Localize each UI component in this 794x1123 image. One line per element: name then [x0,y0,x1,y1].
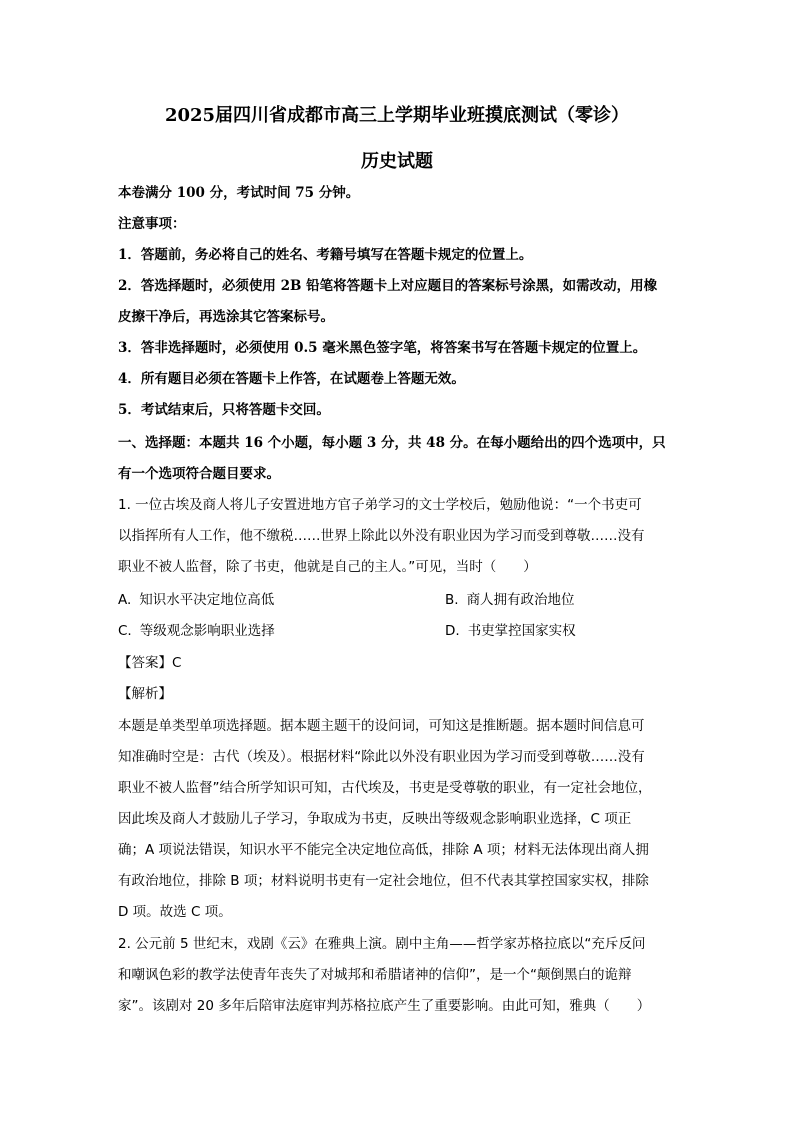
option-letter: B. [445,592,459,608]
option-letter: A. [118,592,132,608]
notice-item: 5．考试结束后，只将答题卡交回。 [118,402,330,418]
option-letter: C. [118,623,132,639]
option-letter: D. [445,623,460,639]
question-1-analysis: 知准确时空是：古代（埃及）。根据材料“除此以外没有职业因为学习而受到尊敬……没有 [118,749,645,765]
question-1-answer: 【答案】C [118,655,182,671]
notice-item: 3．答非选择题时，必须使用 0.5 毫米黑色签字笔，将答案书写在答题卡规定的位置上。 [118,340,647,356]
notice-item: 1．答题前，务必将自己的姓名、考籍号填写在答题卡规定的位置上。 [118,247,533,263]
question-1-analysis: 确；A 项说法错误，知识水平不能完全决定地位高低，排除 A 项；材料无法体现出商人拥 [118,842,649,858]
option-text: 等级观念影响职业选择 [139,623,275,639]
notice-title: 注意事项： [118,216,186,232]
option-text: 书吏掌控国家实权 [467,623,576,639]
question-1-analysis: 本题是单类型单项选择题。据本题主题干的设问词，可知这是推断题。据本题时间信息可 [118,718,645,734]
question-1-analysis: 因此埃及商人才鼓励儿子学习，争取成为书吏，反映出等级观念影响职业选择，C 项正 [118,811,632,827]
option-text: 商人拥有政治地位 [466,592,575,608]
document-title: 2025届四川省成都市高三上学期毕业班摸底测试（零诊） [164,105,630,126]
notice-item-continued: 皮擦干净后，再选涂其它答案标号。 [118,309,334,325]
question-2-stem: 家”。该剧对 20 多年后陪审法庭审判苏格拉底产生了重要影响。由此可知，雅典（ ） [118,998,651,1014]
notice-item: 4．所有题目必须在答题卡上作答，在试题卷上答题无效。 [118,371,465,387]
question-2-stem: 和嘲讽色彩的教学法使青年丧失了对城邦和希腊诸神的信仰”，是一个“颠倒黑白的诡辩 [118,967,632,983]
question-1-stem: 以指挥所有人工作，他不缴税……世界上除此以外没有职业因为学习而受到尊敬……没有 [118,528,645,544]
question-1-option-b [445,590,575,610]
document-subtitle: 历史试题 [361,151,433,172]
question-1-option-c [118,621,275,641]
score-time-info: 本卷满分 100 分，考试时间 75 分钟。 [118,185,360,201]
question-1-analysis: 职业不被人监督”结合所学知识可知，古代埃及，书吏是受尊敬的职业，有一定社会地位， [118,780,652,796]
question-1-analysis-label: 【解析】 [118,686,172,702]
notice-item: 2．答选择题时，必须使用 2B 铅笔将答题卡上对应题目的答案标号涂黑，如需改动，用橡 [118,278,658,294]
question-1-option-a [118,590,274,610]
question-1-stem: 1. 一位古埃及商人将儿子安置进地方官子弟学习的文士学校后，勉励他说：“一个书吏可 [118,497,642,513]
question-1-analysis: 有政治地位，排除 B 项；材料说明书吏有一定社会地位，但不代表其掌控国家实权，排除 [118,873,649,889]
section-heading: 一、选择题：本题共 16 个小题，每小题 3 分，共 48 分。在每小题给出的四个选项中，只 [118,435,666,451]
question-1-stem: 职业不被人监督，除了书吏，他就是自己的主人。”可见，当时（ ） [118,559,537,575]
question-1-option-d [445,621,576,641]
question-2-stem: 2. 公元前 5 世纪末，戏剧《云》在雅典上演。剧中主角——哲学家苏格拉底以“充斥反问 [118,936,646,952]
question-1-analysis: D 项。故选 C 项。 [118,904,232,920]
section-heading-continued: 有一个选项符合题目要求。 [118,466,280,482]
option-text: 知识水平决定地位高低 [139,592,275,608]
